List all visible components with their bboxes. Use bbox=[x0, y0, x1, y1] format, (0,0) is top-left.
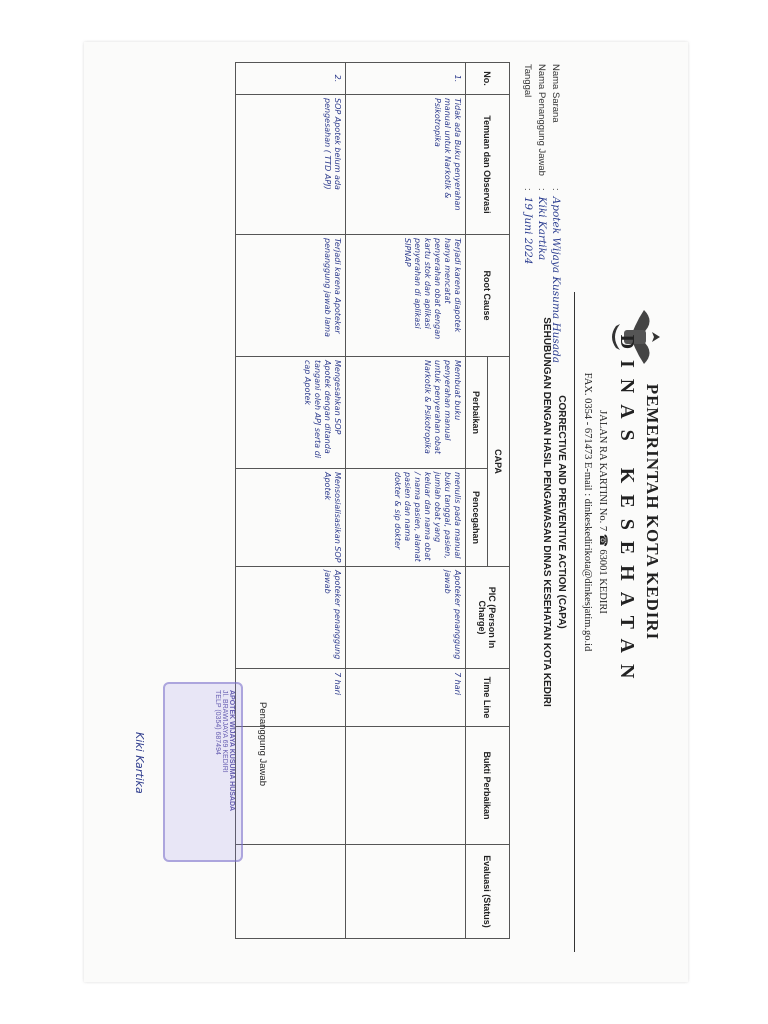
office-address: JALAN RA KARTINI No. 7 ☎ 63001 KEDIRI bbox=[597, 410, 608, 614]
facility-separator: : bbox=[550, 188, 561, 191]
capa-table bbox=[235, 62, 510, 939]
row-number: 1. bbox=[346, 63, 466, 95]
responsible-separator: : bbox=[536, 188, 547, 191]
header-pic: PIC (Person In Charge) bbox=[466, 567, 510, 669]
row-root-cause: Terjadi karena diapotek hanya mencatat penyerahan obat dengan kartu stok dan aplikasi penyerahan di aplikasi SIPNAP bbox=[346, 235, 466, 357]
header-divider bbox=[574, 292, 575, 952]
row-pic: Apoteker penanggung jawab bbox=[236, 567, 346, 669]
row-findings: SOP Apotek belum ada pengesahan ( TTD APJ) bbox=[236, 95, 346, 235]
row-prevention: menulis pada manual buku tanggal, pasien, jumlah obat yang keluar dan nama obat / nama pasien, alamat pasien dan nama dokter & sip dokter bbox=[346, 469, 466, 567]
facility-row bbox=[550, 64, 562, 363]
header-correction: Perbaikan bbox=[466, 357, 488, 469]
government-title: PEMERINTAH KOTA KEDIRI bbox=[643, 383, 662, 641]
row-time-line: 7 hari bbox=[346, 669, 466, 727]
header-prevention: Pencegahan bbox=[466, 469, 488, 567]
capa-subtitle: SEHUBUNGAN DENGAN HASIL PENGAWASAN DINAS KESEHATAN KOTA KEDIRI bbox=[541, 317, 552, 707]
date-label: Tanggal bbox=[522, 64, 533, 98]
capa-title: CORRECTIVE AND PREVENTIVE ACTION (CAPA) bbox=[556, 395, 567, 629]
stamp-name: APOTEK WIJAYA KUSUMA HUSADA bbox=[228, 690, 235, 812]
row-correction: Mengesahkan SOP Apotek dengan ditanda tangani oleh APJ serta di cap Apotek bbox=[236, 357, 346, 469]
facility-value: Apotek Wijaya Kusuma Husada bbox=[550, 196, 562, 364]
row-time-line: 7 hari bbox=[236, 669, 346, 727]
row-correction: Membuat buku penyerahan manual untuk penyerahan obat Narkotik & Psikotropika bbox=[346, 357, 466, 469]
row-findings: Tidak ada Buku penyerahan manual untuk Narkotik & Psikotropika bbox=[346, 95, 466, 235]
office-contact: FAX. 0354 - 671473 E-mail : dinkeskedirikota@dinkesjatim.go.id bbox=[582, 372, 593, 652]
date-separator: : bbox=[522, 188, 533, 191]
facility-label: Nama Sarana bbox=[550, 64, 561, 123]
responsible-label: Nama Penanggung Jawab bbox=[536, 64, 547, 176]
header-no: No. bbox=[466, 63, 510, 95]
row-evaluation bbox=[236, 845, 346, 939]
date-value: 19 Juni 2024 bbox=[522, 196, 534, 265]
signatory-name: Kiki Kartika bbox=[133, 732, 146, 794]
row-number: 2. bbox=[236, 63, 346, 95]
table-row bbox=[346, 63, 466, 939]
row-root-cause: Terjadi karena Apoteker penanggung jawab lama bbox=[236, 235, 346, 357]
row-prevention: Mensosialisasikan SOP Apotek bbox=[236, 469, 346, 567]
stamp-address: Jl. BRAWIJAYA 69 KEDIRI bbox=[221, 690, 228, 773]
header-evaluation: Evaluasi (Status) bbox=[466, 845, 510, 939]
row-evidence bbox=[236, 727, 346, 845]
document-sheet bbox=[84, 42, 688, 982]
header-root-cause: Root Cause bbox=[466, 235, 510, 357]
header-capa: CAPA bbox=[488, 357, 510, 567]
responsible-value: Kiki Kartika bbox=[536, 196, 548, 261]
signature-label: Penanggung Jawab bbox=[257, 702, 268, 786]
stamp-phone: TELP (0354) 687494 bbox=[214, 690, 221, 755]
row-evidence bbox=[346, 727, 466, 845]
header-findings: Temuan dan Observasi bbox=[466, 95, 510, 235]
responsible-row bbox=[536, 64, 548, 260]
header-evidence: Bukti Perbaikan bbox=[466, 727, 510, 845]
date-row bbox=[522, 64, 534, 265]
row-evaluation bbox=[346, 845, 466, 939]
landscape-form bbox=[84, 42, 688, 982]
department-name: DINAS KESEHATAN bbox=[616, 334, 638, 690]
table-row bbox=[236, 63, 346, 939]
header-time-line: Time Line bbox=[466, 669, 510, 727]
row-pic: Apoteker penanggung jawab bbox=[346, 567, 466, 669]
pharmacy-stamp bbox=[163, 682, 243, 862]
